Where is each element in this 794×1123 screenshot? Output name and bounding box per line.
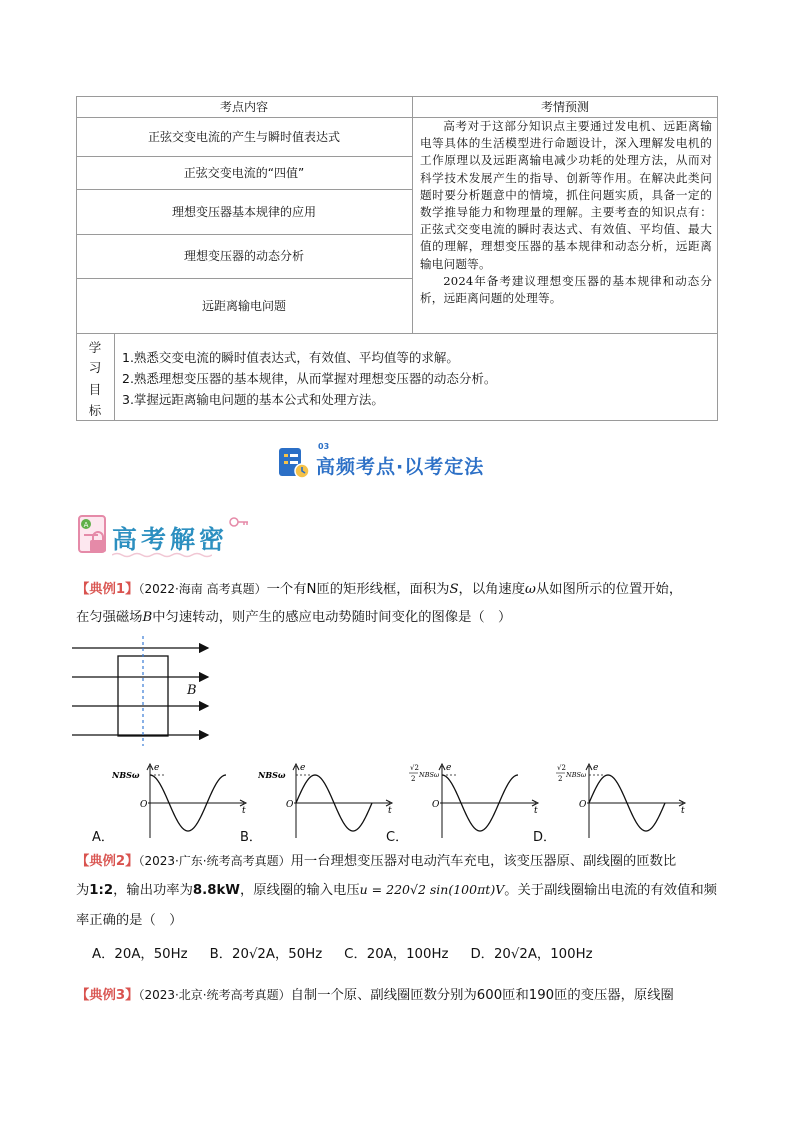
text-run: 一个有N匝的矩形线框，面积为 bbox=[266, 582, 450, 597]
origin-label: O bbox=[286, 800, 294, 810]
symbol-omega: ω bbox=[525, 582, 536, 597]
wavy-underline bbox=[112, 552, 212, 558]
e-axis-label: e bbox=[446, 763, 452, 773]
goal-label: 学 bbox=[88, 340, 102, 355]
goal-item: 1.熟悉交变电流的瞬时值表达式，有效值、平均值等的求解。 bbox=[122, 350, 459, 365]
e-axis-label: e bbox=[593, 763, 599, 773]
peak-label: NBSω bbox=[419, 771, 440, 779]
option-graph-d[interactable] bbox=[551, 760, 691, 842]
choice-a[interactable]: A．20A，50Hz bbox=[92, 947, 188, 962]
example-tag: 【典例1】 bbox=[76, 582, 139, 597]
example-3-line-1 bbox=[76, 986, 674, 1005]
e-axis-label: e bbox=[154, 763, 160, 773]
choice-b[interactable]: B．20√2A，50Hz bbox=[209, 947, 323, 962]
text-run: ，输出功率为 bbox=[113, 883, 193, 898]
goal-item: 2.熟悉理想变压器的基本规律，从而掌握对理想变压器的动态分析。 bbox=[122, 371, 497, 386]
origin-label: O bbox=[579, 800, 587, 810]
goal-item: 3.掌握远距离输电问题的基本公式和处理方法。 bbox=[122, 392, 384, 407]
voltage-formula: u = 220√2 sin(100πt)V bbox=[359, 882, 505, 897]
text-run: 率正确的是（ ） bbox=[76, 913, 183, 928]
peak-label: NBSω bbox=[258, 770, 286, 780]
text-run: 在匀强磁场 bbox=[76, 610, 143, 625]
symbol-b: B bbox=[142, 610, 153, 625]
peak-label-denominator: 2 bbox=[411, 775, 416, 783]
field-label: B bbox=[187, 683, 197, 698]
text-run: 自制一个原、副线圈匝数分别为600匝和190匝的变压器，原线圈 bbox=[290, 988, 674, 1003]
banner-title: 高频考点·以考定法 bbox=[316, 456, 485, 478]
option-label-a[interactable]: A． bbox=[92, 830, 114, 845]
example-2-line-2 bbox=[76, 881, 717, 900]
lock-document-icon bbox=[76, 512, 112, 556]
topic-cell: 理想变压器基本规律的应用 bbox=[171, 205, 316, 219]
example-1-line-1 bbox=[76, 580, 682, 599]
banner-badge: 03 bbox=[318, 442, 330, 451]
choice-d[interactable]: D．20√2A，100Hz bbox=[470, 947, 593, 962]
origin-label: O bbox=[432, 800, 440, 810]
goal-label: 标 bbox=[88, 403, 102, 418]
text-run: 从如图所示的位置开始， bbox=[535, 582, 683, 597]
section-title: 高考解密 bbox=[112, 525, 229, 554]
text-run: ，以角速度 bbox=[458, 582, 526, 597]
peak-label-numerator: √2 bbox=[410, 764, 419, 772]
t-axis-label: t bbox=[681, 806, 685, 816]
option-label-c[interactable]: C． bbox=[386, 830, 409, 845]
e-axis-label: e bbox=[300, 763, 306, 773]
example-source: （2023·北京·统考高考真题） bbox=[138, 988, 291, 1002]
example-source: （2023·广东·统考高考真题） bbox=[138, 854, 291, 868]
topic-cell: 正弦交变电流的产生与瞬时值表达式 bbox=[147, 130, 340, 144]
t-axis-label: t bbox=[388, 806, 392, 816]
example-2-line-1 bbox=[76, 852, 676, 871]
t-axis-label: t bbox=[242, 806, 246, 816]
prediction-text bbox=[420, 118, 712, 307]
topic-cell: 远距离输电问题 bbox=[201, 299, 286, 313]
text-run: ，原线圈的输入电压 bbox=[239, 883, 360, 898]
key-icon bbox=[228, 514, 250, 530]
peak-label: NBSω bbox=[566, 771, 587, 779]
t-axis-label: t bbox=[534, 806, 538, 816]
option-label-d[interactable]: D． bbox=[533, 830, 557, 845]
example-tag: 【典例3】 bbox=[76, 988, 139, 1003]
example-tag: 【典例2】 bbox=[76, 854, 139, 869]
example-1-line-2 bbox=[76, 609, 511, 627]
option-graph-a[interactable] bbox=[112, 760, 252, 842]
answer-choices bbox=[92, 946, 593, 964]
prediction-paragraph: 2024年备考建议理想变压器的基本规律和动态分析，远距离问题的处理等。 bbox=[420, 273, 712, 306]
svg-text:A: A bbox=[83, 521, 89, 529]
header-prediction: 考情预测 bbox=[540, 100, 589, 114]
peak-label: NBSω bbox=[112, 770, 140, 780]
goal-label: 习 bbox=[88, 360, 102, 375]
checklist-icon bbox=[276, 444, 312, 480]
text-run: 中匀速转动，则产生的感应电动势随时间变化的图像是（ ） bbox=[152, 610, 512, 625]
origin-label: O bbox=[140, 800, 148, 810]
text-run: 。关于副线圈输出电流的有效值和频 bbox=[504, 883, 717, 898]
peak-label-denominator: 2 bbox=[558, 775, 563, 783]
topic-cell: 理想变压器的动态分析 bbox=[183, 249, 304, 263]
option-graph-b[interactable] bbox=[258, 760, 398, 842]
example-source: （2022·海南 高考真题） bbox=[138, 582, 267, 596]
topic-cell: 正弦交变电流的“四值” bbox=[183, 166, 305, 180]
text-run: 用一台理想变压器对电动汽车充电，该变压器原、副线圈的匝数比 bbox=[290, 854, 677, 869]
header-topic: 考点内容 bbox=[219, 100, 268, 114]
peak-label-numerator: √2 bbox=[557, 764, 566, 772]
option-graph-c[interactable] bbox=[404, 760, 544, 842]
power-value: 8.8kW bbox=[192, 883, 240, 898]
magnetic-field-figure bbox=[70, 636, 220, 746]
example-2-line-3 bbox=[76, 912, 182, 930]
choice-c[interactable]: C．20A，100Hz bbox=[344, 947, 449, 962]
prediction-paragraph: 高考对于这部分知识点主要通过发电机、远距离输电等具体的生活模型进行命题设计，深入理解发电机的工作原理以及远距离输电减少功耗的处理方法，从而对科学技术发展产生的指导、创新等作用。在解决此类问题时要分析题意中的情境，抓住问题实质，具备一定的数学推导能力和物理量的理解。主要考查的知识点有：正弦式交变电流的瞬时表达式、有效值、平均值、最大值的理解，理想变压器的基本规律和动态分析，远距离输电问题等。 bbox=[420, 119, 712, 271]
text-run: 为 bbox=[76, 883, 90, 898]
symbol-s: S bbox=[449, 582, 459, 597]
ratio-value: 1:2 bbox=[89, 883, 114, 898]
goal-label: 目 bbox=[88, 382, 102, 397]
option-label-b[interactable]: B． bbox=[240, 830, 262, 845]
